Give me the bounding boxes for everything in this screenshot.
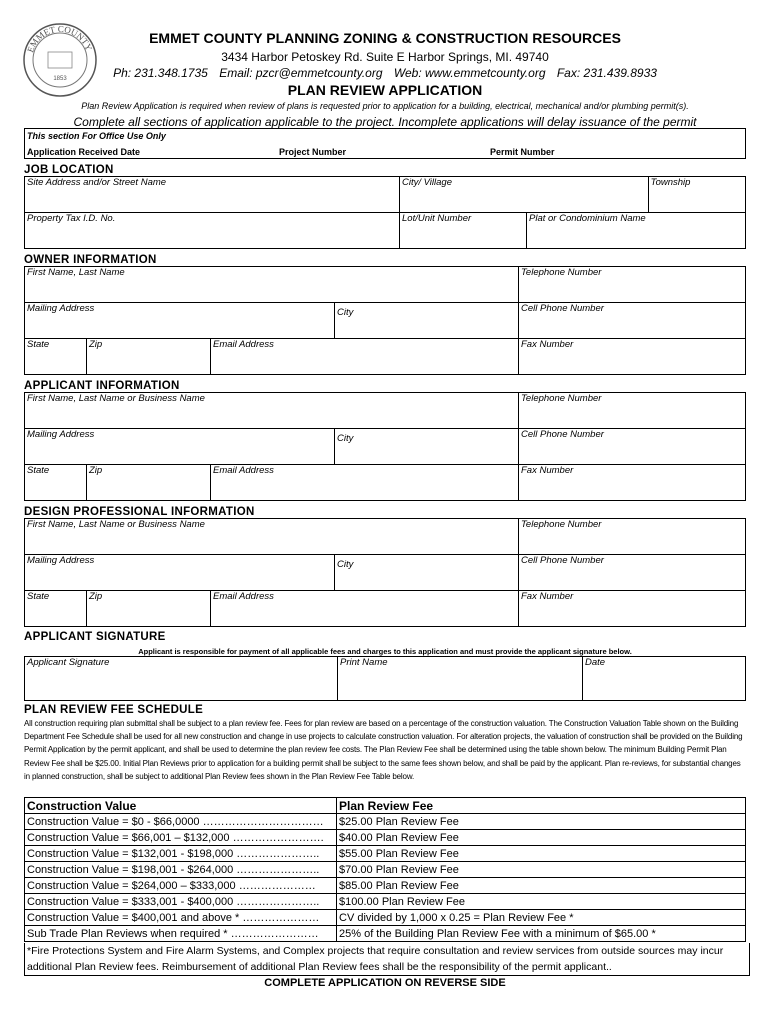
owner-mailing-field[interactable]: Mailing Address — [25, 303, 335, 339]
fee-row-value: Sub Trade Plan Reviews when required * …………………… — [25, 926, 337, 942]
fee-row-fee: $70.00 Plan Review Fee — [337, 862, 746, 878]
fee-row — [25, 926, 746, 942]
org-address: 3434 Harbor Petoskey Rd. Suite E Harbor Springs, MI. 49740 — [221, 50, 549, 64]
signature-heading: APPLICANT SIGNATURE — [24, 631, 166, 643]
fee-row — [25, 910, 746, 926]
applicant-cell-field[interactable]: Cell Phone Number — [519, 429, 746, 465]
site-address-field[interactable]: Site Address and/or Street Name — [25, 177, 400, 213]
applicant-fax-field[interactable]: Fax Number — [519, 465, 746, 501]
requirement-note: Plan Review Application is required when review of plans is requested prior to application for a building, electrical, mechanical and/or plumbing permit(s). — [81, 101, 689, 111]
tax-id-field[interactable]: Property Tax I.D. No. — [25, 213, 400, 249]
owner-fax-field[interactable]: Fax Number — [519, 339, 746, 375]
applicant-mailing-field[interactable]: Mailing Address — [25, 429, 335, 465]
owner-email-field[interactable]: Email Address — [211, 339, 519, 375]
org-email: Email: pzcr@emmetcounty.org — [219, 66, 383, 80]
township-field[interactable]: Township — [648, 177, 745, 213]
owner-cell-field[interactable]: Cell Phone Number — [519, 303, 746, 339]
svg-text:EMMET COUNTY: EMMET COUNTY — [25, 23, 95, 54]
org-fax: Fax: 231.439.8933 — [556, 66, 657, 80]
reverse-side-note: COMPLETE APPLICATION ON REVERSE SIDE — [264, 977, 506, 989]
office-use-box — [24, 128, 746, 159]
fee-row — [25, 830, 746, 846]
owner-city-field[interactable]: City — [335, 303, 519, 339]
fee-schedule-heading: PLAN REVIEW FEE SCHEDULE — [24, 704, 204, 716]
fee-table — [24, 797, 746, 942]
date-field[interactable]: Date — [583, 657, 746, 701]
fee-description: All construction requiring plan submittal shall be subject to a plan review fee. Fees for plan review are based on a percentage of the construction valuation. The Construction Valuation Table shown on the Building Department Fee Schedule shall be used for all new construction and change in use projects to calculate construction valuation. For alteration projects, the valuation of construction shall be provided on the Building Permit Application by the permit applicant, and shall be used to determine the plan review fee costs. The Plan Review Fee shall be determined using the table shown below. The minimum Building Permit Plan Review Fee shall be $25.00. Initial Plan Reviews prior to application for a building permit shall be subject to the same fees shown below, and shall be paid by the applicant. Plan re-reviews, for substantial changes in planned construction, shall be subject to additional Plan Review fees shown in the Plan Review Fee Table below. — [24, 719, 743, 781]
fee-row-fee: 25% of the Building Plan Review Fee with a minimum of $65.00 * — [337, 926, 746, 942]
org-phone: Ph: 231.348.1735 — [113, 66, 208, 80]
form-title: PLAN REVIEW APPLICATION — [287, 82, 483, 98]
svg-text:1853: 1853 — [53, 76, 67, 82]
job-location-heading: JOB LOCATION — [24, 164, 114, 176]
fee-footnote: *Fire Protections System and Fire Alarm Systems, and Complex projects that require consultation and review services from outside sources may incur additional Plan Review fees. Reimbursement of additional Plan Review fees shall be the responsibility of the permit applicant.. — [24, 943, 750, 976]
fee-row-fee: $55.00 Plan Review Fee — [337, 846, 746, 862]
design-cell-field[interactable]: Cell Phone Number — [519, 555, 746, 591]
applicant-city-field[interactable]: City — [335, 429, 519, 465]
fee-row-value: Construction Value = $198,001 - $264,000 ………………….. — [25, 862, 337, 878]
permit-number-label: Permit Number — [490, 147, 555, 157]
applicant-table — [24, 392, 746, 501]
applicant-state-field[interactable]: State — [25, 465, 87, 501]
print-name-field[interactable]: Print Name — [338, 657, 583, 701]
owner-state-field[interactable]: State — [25, 339, 87, 375]
fee-row-fee: $85.00 Plan Review Fee — [337, 878, 746, 894]
project-number-label: Project Number — [279, 147, 347, 157]
owner-table — [24, 266, 746, 375]
design-city-field[interactable]: City — [335, 555, 519, 591]
owner-zip-field[interactable]: Zip — [87, 339, 211, 375]
col-construction-value: Construction Value — [25, 798, 337, 814]
design-phone-field[interactable]: Telephone Number — [519, 519, 746, 555]
applicant-signature-field[interactable]: Applicant Signature — [25, 657, 338, 701]
design-zip-field[interactable]: Zip — [87, 591, 211, 627]
fee-row-fee: CV divided by 1,000 x 0.25 = Plan Review Fee * — [337, 910, 746, 926]
signature-note: Applicant is responsible for payment of all applicable fees and charges to this application and must provide the applicant signature below. — [138, 647, 632, 656]
design-mailing-field[interactable]: Mailing Address — [25, 555, 335, 591]
org-web: Web: www.emmetcounty.org — [393, 66, 546, 80]
fee-row-fee: $40.00 Plan Review Fee — [337, 830, 746, 846]
fee-table-header — [25, 798, 746, 814]
design-name-field[interactable]: First Name, Last Name or Business Name — [25, 519, 519, 555]
design-email-field[interactable]: Email Address — [211, 591, 519, 627]
fee-row — [25, 862, 746, 878]
fee-row — [25, 894, 746, 910]
job-location-table — [24, 176, 746, 249]
fee-row-value: Construction Value = $400,001 and above * ………………… — [25, 910, 337, 926]
applicant-email-field[interactable]: Email Address — [211, 465, 519, 501]
fee-row-fee: $25.00 Plan Review Fee — [337, 814, 746, 830]
fee-row-value: Construction Value = $264,000 – $333,000 ………………… — [25, 878, 337, 894]
applicant-heading: APPLICANT INFORMATION — [24, 380, 180, 392]
design-heading: DESIGN PROFESSIONAL INFORMATION — [24, 506, 255, 518]
col-plan-review-fee: Plan Review Fee — [337, 798, 746, 814]
office-use-title: This section For Office Use Only — [27, 131, 166, 141]
owner-name-field[interactable]: First Name, Last Name — [25, 267, 519, 303]
applicant-name-field[interactable]: First Name, Last Name or Business Name — [25, 393, 519, 429]
design-table — [24, 518, 746, 627]
owner-phone-field[interactable]: Telephone Number — [519, 267, 746, 303]
fee-row-value: Construction Value = $66,001 – $132,000 ……………………. — [25, 830, 337, 846]
fee-row-value: Construction Value = $132,001 - $198,000 ………………….. — [25, 846, 337, 862]
fee-row-value: Construction Value = $333,001 - $400,000 ………………….. — [25, 894, 337, 910]
org-contact — [0, 66, 770, 80]
fee-row — [25, 878, 746, 894]
fee-row — [25, 846, 746, 862]
signature-table — [24, 656, 746, 701]
plat-condo-field[interactable]: Plat or Condominium Name — [527, 213, 746, 249]
fee-row-value: Construction Value = $0 - $66,0000 …………………………… — [25, 814, 337, 830]
fee-row-fee: $100.00 Plan Review Fee — [337, 894, 746, 910]
design-fax-field[interactable]: Fax Number — [519, 591, 746, 627]
complete-note: Complete all sections of application applicable to the project. Incomplete applications will delay issuance of the permit — [73, 115, 697, 129]
applicant-phone-field[interactable]: Telephone Number — [519, 393, 746, 429]
fee-row — [25, 814, 746, 830]
owner-heading: OWNER INFORMATION — [24, 254, 157, 266]
received-date-label: Application Received Date — [27, 147, 141, 157]
applicant-zip-field[interactable]: Zip — [87, 465, 211, 501]
design-state-field[interactable]: State — [25, 591, 87, 627]
org-title: EMMET COUNTY PLANNING ZONING & CONSTRUCTION RESOURCES — [149, 30, 621, 46]
city-village-field[interactable]: City/ Village — [400, 177, 649, 213]
lot-unit-field[interactable]: Lot/Unit Number — [400, 213, 527, 249]
